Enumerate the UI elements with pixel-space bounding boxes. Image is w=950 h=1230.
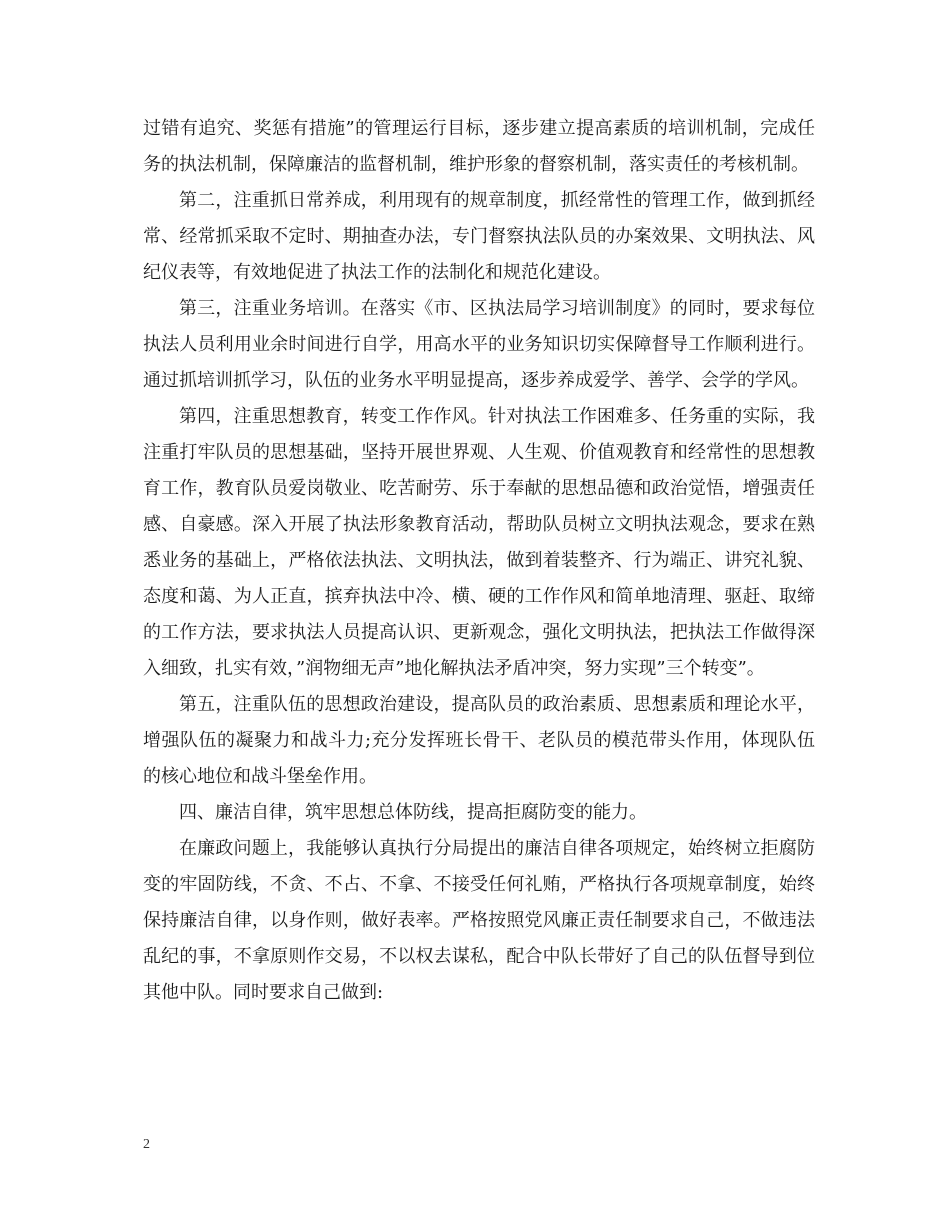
paragraph-second-point: 第二，注重抓日常养成，利用现有的规章制度，抓经常性的管理工作，做到抓经常、经常抓采取不定时、期抽查办法，专门督察执法队员的办案效果、文明执法、风纪仪表等，有效地促进了执法工作的法制化和规范化建设。 — [143, 190, 815, 283]
paragraph-continuation: 过错有追究、奖惩有措施”的管理运行目标，逐步建立提高素质的培训机制，完成任务的执法机制，保障廉洁的监督机制，维护形象的督察机制，落实责任的考核机制。 — [143, 118, 815, 175]
paragraph-fourth-point: 第四，注重思想教育，转变工作作风。针对执法工作困难多、任务重的实际，我注重打牢队员的思想基础，坚持开展世界观、人生观、价值观教育和经常性的思想教育工作，教育队员爱岗敬业、吃苦耐劳、乐于奉献的思想品德和政治觉悟，增强责任感、自豪感。深入开展了执法形象教育活动，帮助队员树立文明执法观念，要求在熟悉业务的基础上，严格依法执法、文明执法，做到着装整齐、行为端正、讲究礼貌、态度和蔼、为人正直，摈弃执法中冷、横、硬的工作作风和简单地清理、驱赶、取缔的工作方法，要求执法人员提高认识、更新观念，强化文明执法，把执法工作做得深入细致，扎实有效，”润物细无声”地化解执法矛盾冲突，努力实现”三个转变”。 — [143, 406, 815, 679]
paragraph-fifth-point: 第五，注重队伍的思想政治建设，提高队员的政治素质、思想素质和理论水平，增强队伍的凝聚力和战斗力;充分发挥班长骨干、老队员的模范带头作用，体现队伍的核心地位和战斗堡垒作用。 — [143, 694, 815, 787]
paragraph-third-point: 第三，注重业务培训。在落实《市、区执法局学习培训制度》的同时，要求每位执法人员利用业余时间进行自学，用高水平的业务知识切实保障督导工作顺利进行。通过抓培训抓学习，队伍的业务水平明显提高，逐步养成爱学、善学、会学的学风。 — [143, 298, 815, 391]
page-number: 2 — [143, 1137, 150, 1152]
document-body — [143, 111, 815, 1011]
section-heading-integrity: 四、廉洁自律，筑牢思想总体防线，提高拒腐防变的能力。 — [179, 802, 647, 823]
paragraph-integrity: 在廉政问题上，我能够认真执行分局提出的廉洁自律各项规定，始终树立拒腐防变的牢固防线，不贪、不占、不拿、不接受任何礼贿，严格执行各项规章制度，始终保持廉洁自律，以身作则，做好表率。严格按照党风廉正责任制要求自己，不做违法乱纪的事，不拿原则作交易，不以权去谋私，配合中队长带好了自己的队伍督导到位其他中队。同时要求自己做到: — [143, 838, 815, 1003]
